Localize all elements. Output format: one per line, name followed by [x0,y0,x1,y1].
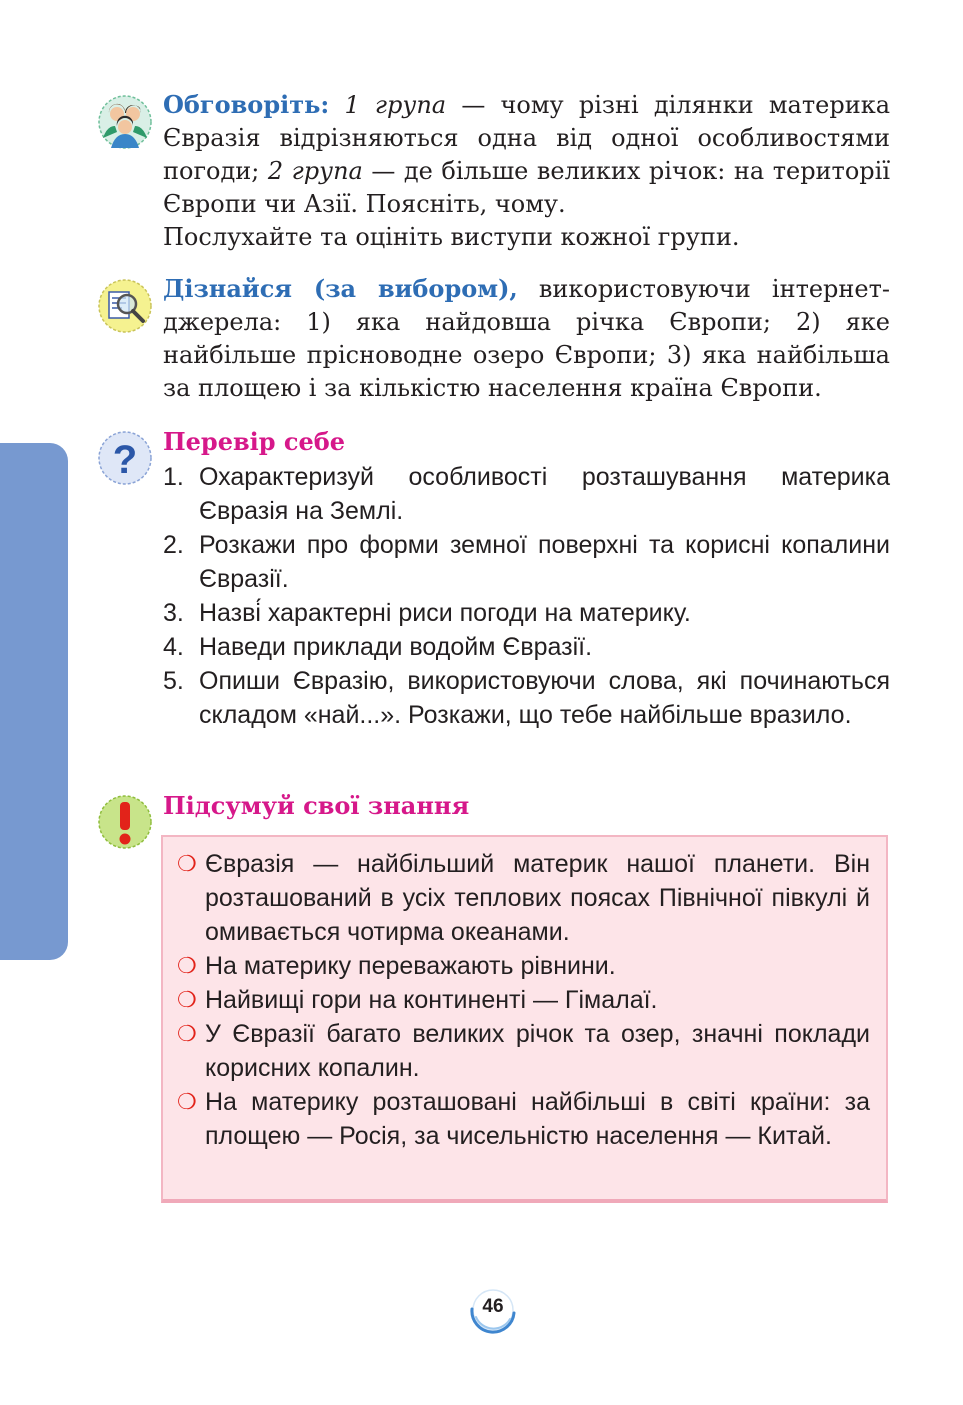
discuss-line3: Послухайте та оцініть виступи кожної групи. [163,223,740,251]
question-number: 3. [163,599,184,627]
question-item [163,664,890,732]
summary-item [177,1085,870,1153]
question-text: Назві́ характерні риси погоди на материку. [199,599,691,627]
question-text: Розкажи про форми земної поверхні та корисні копалини Євразії. [199,531,890,593]
question-mark-icon [97,430,153,486]
discuss-block [163,88,890,254]
circle-bullet-icon: ❍ [177,1089,197,1114]
summary-box [161,835,888,1203]
question-text: Опиши Євразію, використовуючи слова, які починаються складом «най...». Розкажи, що тебе найбільше вразило. [199,667,890,729]
summary-heading: Підсумуй свої знання [163,791,470,820]
circle-bullet-icon: ❍ [177,987,197,1012]
circle-bullet-icon: ❍ [177,851,197,876]
question-item [163,596,890,630]
discuss-text2: — де більше великих річок: на території Європи чи Азії. Поясніть, чому. [163,157,890,218]
summary-text: Найвищі гори на континенті — Гімалаї. [205,986,658,1014]
magnifier-document-icon [97,278,153,334]
page-number-badge [468,1287,518,1337]
research-lead: Дізнайся (за вибором), [163,274,518,303]
question-number: 2. [163,531,184,559]
page-number: 46 [482,1296,504,1317]
check-block [163,425,890,732]
question-number: 5. [163,667,184,695]
research-block [163,272,890,405]
research-text: використовуючи інтернет-джерела: 1) яка найдовша річка Європи; 2) яке найбільше прісноводне озеро Європи; 3) яка найбільша за площею і за кількістю населення країна Європи. [163,275,891,402]
circle-bullet-icon: ❍ [177,1021,197,1046]
circle-bullet-icon: ❍ [177,953,197,978]
summary-heading-block [163,789,890,822]
svg-text:?: ? [112,438,138,482]
side-tab [0,443,68,960]
exclamation-mark-icon [97,794,153,850]
discuss-lead: Обговоріть: [163,90,330,119]
question-item [163,528,890,596]
question-item [163,630,890,664]
discuss-paragraph [163,88,890,221]
summary-text: На материку розташовані найбільші в світі країни: за площею — Росія, за чисельністю населення — Китай. [205,1088,870,1150]
discuss-text1: — чому різні ділянки материка Євразія відрізняються одна від одної особливостями погоди; [163,91,890,185]
question-text: Охарактеризуй особливості розташування материка Євразія на Землі. [199,463,890,525]
research-paragraph [163,272,890,405]
question-text: Наведи приклади водойм Євразії. [199,633,593,661]
check-heading: Перевір себе [163,427,346,456]
discuss-group1: 1 група [344,91,447,119]
summary-item [177,949,870,983]
summary-item [177,847,870,949]
summary-list [163,837,886,1153]
summary-text: Євразія — найбільший материк нашої планети. Він розташований в усіх теплових поясах Північної півкулі й омивається чотирма океанами. [205,850,870,946]
question-item [163,460,890,528]
group-people-icon [97,94,153,150]
question-list [163,460,890,732]
discuss-group2: 2 група [267,157,363,185]
summary-item [177,983,870,1017]
summary-text: На материку переважають рівнини. [205,952,616,980]
question-number: 1. [163,463,184,491]
summary-text: У Євразії багато великих річок та озер, значні поклади корисних копалин. [205,1020,870,1082]
question-number: 4. [163,633,184,661]
summary-item [177,1017,870,1085]
